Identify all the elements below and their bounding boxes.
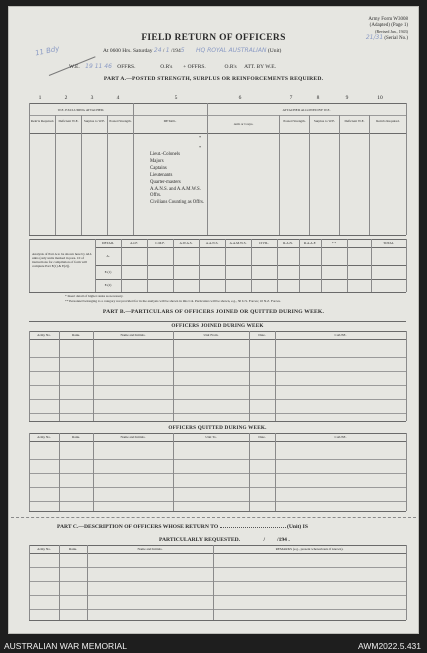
- grid-line: [29, 239, 406, 240]
- column-numbers: [9, 95, 420, 103]
- joined-col-date: Date.: [258, 333, 266, 337]
- part-c-requested-line: PARTICULARLY REQUESTED. / /194 .: [159, 537, 290, 543]
- serial-label: (Serial No.): [384, 36, 408, 41]
- grid-line: [29, 371, 406, 372]
- quitted-col-cause: CAUSE.: [334, 435, 347, 439]
- grid-line: [309, 115, 310, 235]
- posted-strength-header: Posted Strength.: [109, 119, 132, 123]
- col-num-7: 7: [289, 95, 293, 101]
- grid-line: [29, 321, 406, 322]
- grid-line: [29, 413, 406, 414]
- grid-line: [406, 545, 407, 620]
- col-num-6: 6: [238, 95, 242, 101]
- grid-line: [29, 567, 406, 568]
- grid-line: [59, 433, 60, 511]
- year-hand: 5: [180, 47, 185, 54]
- an-col-aamws: A.A.M.W.S.: [229, 241, 247, 245]
- archive-id: AWM2022.5.431: [358, 641, 421, 651]
- an-col-detail: DETAIL: [102, 241, 114, 245]
- we-line: [69, 63, 276, 70]
- unit-hand: HQ ROYAL AUSTRALIAN: [195, 47, 267, 54]
- grid-line: [29, 511, 406, 512]
- part-c-heading: PART C.—DESCRIPTION OF OFFICERS WHOSE RETURN TO: [57, 524, 219, 530]
- grid-line: [107, 115, 108, 235]
- grid-line: [29, 545, 30, 620]
- attached-allowed-header: ATTACHED ALLOWED BY W.E.: [282, 108, 331, 112]
- quitted-col-armyno: Army No.: [37, 435, 51, 439]
- grid-line: [29, 433, 30, 511]
- grid-line: [29, 459, 406, 460]
- grid-line: [29, 473, 406, 474]
- we-label: W.E.: [69, 64, 80, 70]
- an-col-ran: R.A.N.: [283, 241, 293, 245]
- an-col-awas: A.W.A.S.: [179, 241, 193, 245]
- grid-line: [279, 115, 280, 235]
- rank-lt-col: Lieut.-Colonels: [150, 152, 180, 157]
- perforation-line: [11, 517, 416, 518]
- part-c-date: 194 .: [278, 537, 290, 543]
- grid-line: [29, 609, 406, 610]
- an-row-e1: E.(1): [104, 270, 112, 274]
- we-hand: 19 11 46: [85, 63, 112, 70]
- att-label: ATT. BY W.E.: [244, 64, 277, 70]
- part-c-particularly: PARTICULARLY REQUESTED.: [159, 537, 241, 543]
- grid-line: [173, 331, 174, 421]
- grid-line: [347, 239, 348, 292]
- we-excluding-header: W.E. EXCLUDING ATTACHED.: [57, 108, 105, 112]
- quitted-col-rank: Rank.: [71, 435, 80, 439]
- grid-line: [369, 115, 370, 235]
- archive-footer: [0, 637, 427, 653]
- an-col-raaf: R.A.A.F.: [303, 241, 317, 245]
- part-a-heading: PART A.—POSTED STRENGTH, SURPLUS OR REINFORCEMENTS REQUIRED.: [103, 76, 324, 82]
- posted-strength-header-2: Posted Strength.: [283, 119, 306, 123]
- grid-line: [59, 331, 60, 421]
- grid-line: [93, 433, 94, 511]
- col-num-9: 9: [345, 95, 349, 101]
- grid-line: [275, 331, 276, 421]
- grid-line: [275, 433, 276, 511]
- rank-list: [150, 151, 208, 206]
- grid-line: [277, 239, 278, 292]
- rein-required-header: Rein'ts Required.: [30, 119, 55, 123]
- joined-col-name: Name and Initials.: [120, 333, 146, 337]
- grid-line: [29, 331, 406, 332]
- grid-line: [29, 103, 406, 104]
- grid-line: [225, 239, 226, 292]
- footnote-2: ** Personnel belonging to a category not provided for in the analysis will be shown in this Col. Particulars will be shown, e.g., 30 U.S. Forces; 10 N.Z. Forces.: [65, 299, 281, 303]
- grid-line: [29, 133, 406, 134]
- form-page: [8, 6, 419, 634]
- grid-line: [121, 239, 122, 292]
- col-num-3: 3: [90, 95, 94, 101]
- form-title: FIELD RETURN OF OFFICERS: [141, 33, 286, 43]
- rank-civilians: Civilians Counting as Offrs.: [150, 200, 205, 205]
- grid-line: [29, 595, 406, 596]
- form-revised: (Revised Jan., 1943): [375, 29, 408, 34]
- part-b-heading: PART B.—PARTICULARS OF OFFICERS JOINED OR QUITTED DURING WEEK.: [102, 309, 325, 315]
- an-col-aif: A.I.F.: [130, 241, 138, 245]
- grid-line: [93, 331, 94, 421]
- grid-line: [371, 239, 372, 292]
- joined-heading: OFFICERS JOINED DURING WEEK: [171, 323, 264, 329]
- col-num-4: 4: [116, 95, 120, 101]
- an-col-cmf: C.M.F.: [155, 241, 165, 245]
- grid-line: [29, 239, 30, 292]
- asterisk-1: *: [199, 135, 202, 140]
- archive-name: AUSTRALIAN WAR MEMORIAL: [4, 641, 127, 651]
- ors-label: O.R's: [160, 64, 173, 70]
- part-c-col-name: Name and Initials.: [137, 547, 163, 551]
- grid-line: [251, 239, 252, 292]
- grid-line: [29, 553, 406, 554]
- grid-line: [173, 433, 174, 511]
- unit-label: (Unit): [267, 48, 282, 54]
- plus-offrs-label: + OFFRS.: [183, 64, 206, 70]
- grid-line: [29, 331, 30, 421]
- asterisk-2: *: [199, 145, 202, 150]
- an-col-aans: A.A.N.S.: [205, 241, 219, 245]
- form-adapted: (Adapted) (Page 1): [369, 23, 408, 28]
- part-c-col-remarks: REMARKS (e.g., present whereabouts if known).: [275, 547, 344, 551]
- grid-line: [299, 239, 300, 292]
- rank-lieutenants: Lieutenants: [150, 173, 173, 178]
- at-label: At 0600 Hrs. Saturday: [103, 48, 153, 54]
- year-text: 194: [172, 48, 181, 54]
- date-day: 24: [153, 47, 162, 54]
- col-num-2: 2: [64, 95, 68, 101]
- grid-line: [406, 433, 407, 511]
- an-col-other: * *: [331, 241, 337, 245]
- grid-line: [199, 239, 200, 292]
- part-c-col-armyno: Army No.: [37, 547, 51, 551]
- quitted-col-unit: Unit To.: [205, 435, 217, 439]
- an-col-civil: CIVIL.: [259, 241, 269, 245]
- rank-aans: A.A.N.S. and A.A.M.W.S. Offrs.: [150, 187, 201, 198]
- quitted-col-date: Date.: [258, 435, 266, 439]
- grid-line: [29, 421, 406, 422]
- part-c-heading-line: [57, 524, 308, 530]
- grid-line: [406, 103, 407, 235]
- grid-line: [406, 239, 407, 292]
- deficient-header: Deficient W.E.: [58, 119, 79, 123]
- grid-line: [147, 239, 148, 292]
- rein-required-header-2: Rein'ts Required.: [376, 119, 400, 123]
- detail-header: DETAIL.: [163, 119, 177, 123]
- date-month: 1: [165, 47, 170, 54]
- rank-majors: Majors: [150, 159, 164, 164]
- deficient-header-2: Deficient W.E.: [344, 119, 365, 123]
- quitted-col-name: Name and Initials.: [120, 435, 146, 439]
- an-col-total: TOTAL: [383, 241, 394, 245]
- rank-captains: Captains: [150, 166, 167, 171]
- grid-line: [81, 115, 82, 235]
- grid-line: [249, 331, 250, 421]
- grid-line: [339, 115, 340, 235]
- ors-label-2: O.R's: [224, 64, 237, 70]
- grid-line: [406, 331, 407, 421]
- surplus-header: Surplus to W.E.: [83, 119, 106, 123]
- part-c-unit-is: (Unit) IS: [286, 524, 308, 530]
- grid-line: [59, 545, 60, 620]
- part-c-col-rank: Rank.: [68, 547, 77, 551]
- joined-col-cause: CAUSE.: [334, 333, 347, 337]
- an-row-a: A.: [106, 254, 110, 258]
- grid-line: [29, 581, 406, 582]
- joined-col-armyno: Army No.: [37, 333, 51, 337]
- grid-line: [29, 292, 406, 293]
- joined-col-rank: Rank.: [71, 333, 80, 337]
- joined-col-unit: Unit From.: [203, 333, 219, 337]
- surplus-header-2: Surplus to W.E.: [313, 119, 336, 123]
- form-number: Army Form W3008: [368, 17, 408, 22]
- footnote-1: * Insert detail of higher ranks as necessary.: [65, 294, 124, 298]
- grid-line: [29, 115, 406, 116]
- grid-line: [321, 239, 322, 292]
- col-num-10: 10: [377, 95, 383, 101]
- grid-line: [55, 115, 56, 235]
- col-num-8: 8: [316, 95, 320, 101]
- grid-line: [29, 385, 406, 386]
- analysis-note: Analysis of Part A to be shown here by ALL units (only units marked in para. 10 of instructions for compilation of form will complete Part E(1) & E(2)).: [32, 252, 93, 269]
- handwritten-serial: 21/31: [365, 34, 384, 41]
- col-num-5: 5: [174, 95, 178, 101]
- at-line: At 0600 Hrs. Saturday 24 / 1 /1945 HQ ROYAL AUSTRALIAN (Unit): [103, 47, 282, 54]
- grid-line: [29, 433, 406, 434]
- margin-handwriting: 11 Bdy: [34, 44, 61, 58]
- grid-line: [173, 239, 174, 292]
- grid-line: [29, 399, 406, 400]
- col-num-1: 1: [38, 95, 42, 101]
- grid-line: [29, 235, 406, 236]
- grid-line: [29, 620, 406, 621]
- offrs-label: OFFRS.: [117, 64, 136, 70]
- an-row-e2: E.(2): [104, 283, 112, 287]
- arm-corps-header: Arm or Corps.: [233, 122, 254, 126]
- grid-line: [29, 487, 406, 488]
- grid-line: [29, 545, 406, 546]
- quitted-heading: OFFICERS QUITTED DURING WEEK.: [168, 425, 267, 431]
- grid-line: [213, 545, 214, 620]
- grid-line: [29, 501, 406, 502]
- rank-qm: Quarter-masters: [150, 180, 181, 185]
- grid-line: [87, 545, 88, 620]
- grid-line: [249, 433, 250, 511]
- grid-line: [29, 339, 406, 340]
- grid-line: [29, 357, 406, 358]
- grid-line: [29, 441, 406, 442]
